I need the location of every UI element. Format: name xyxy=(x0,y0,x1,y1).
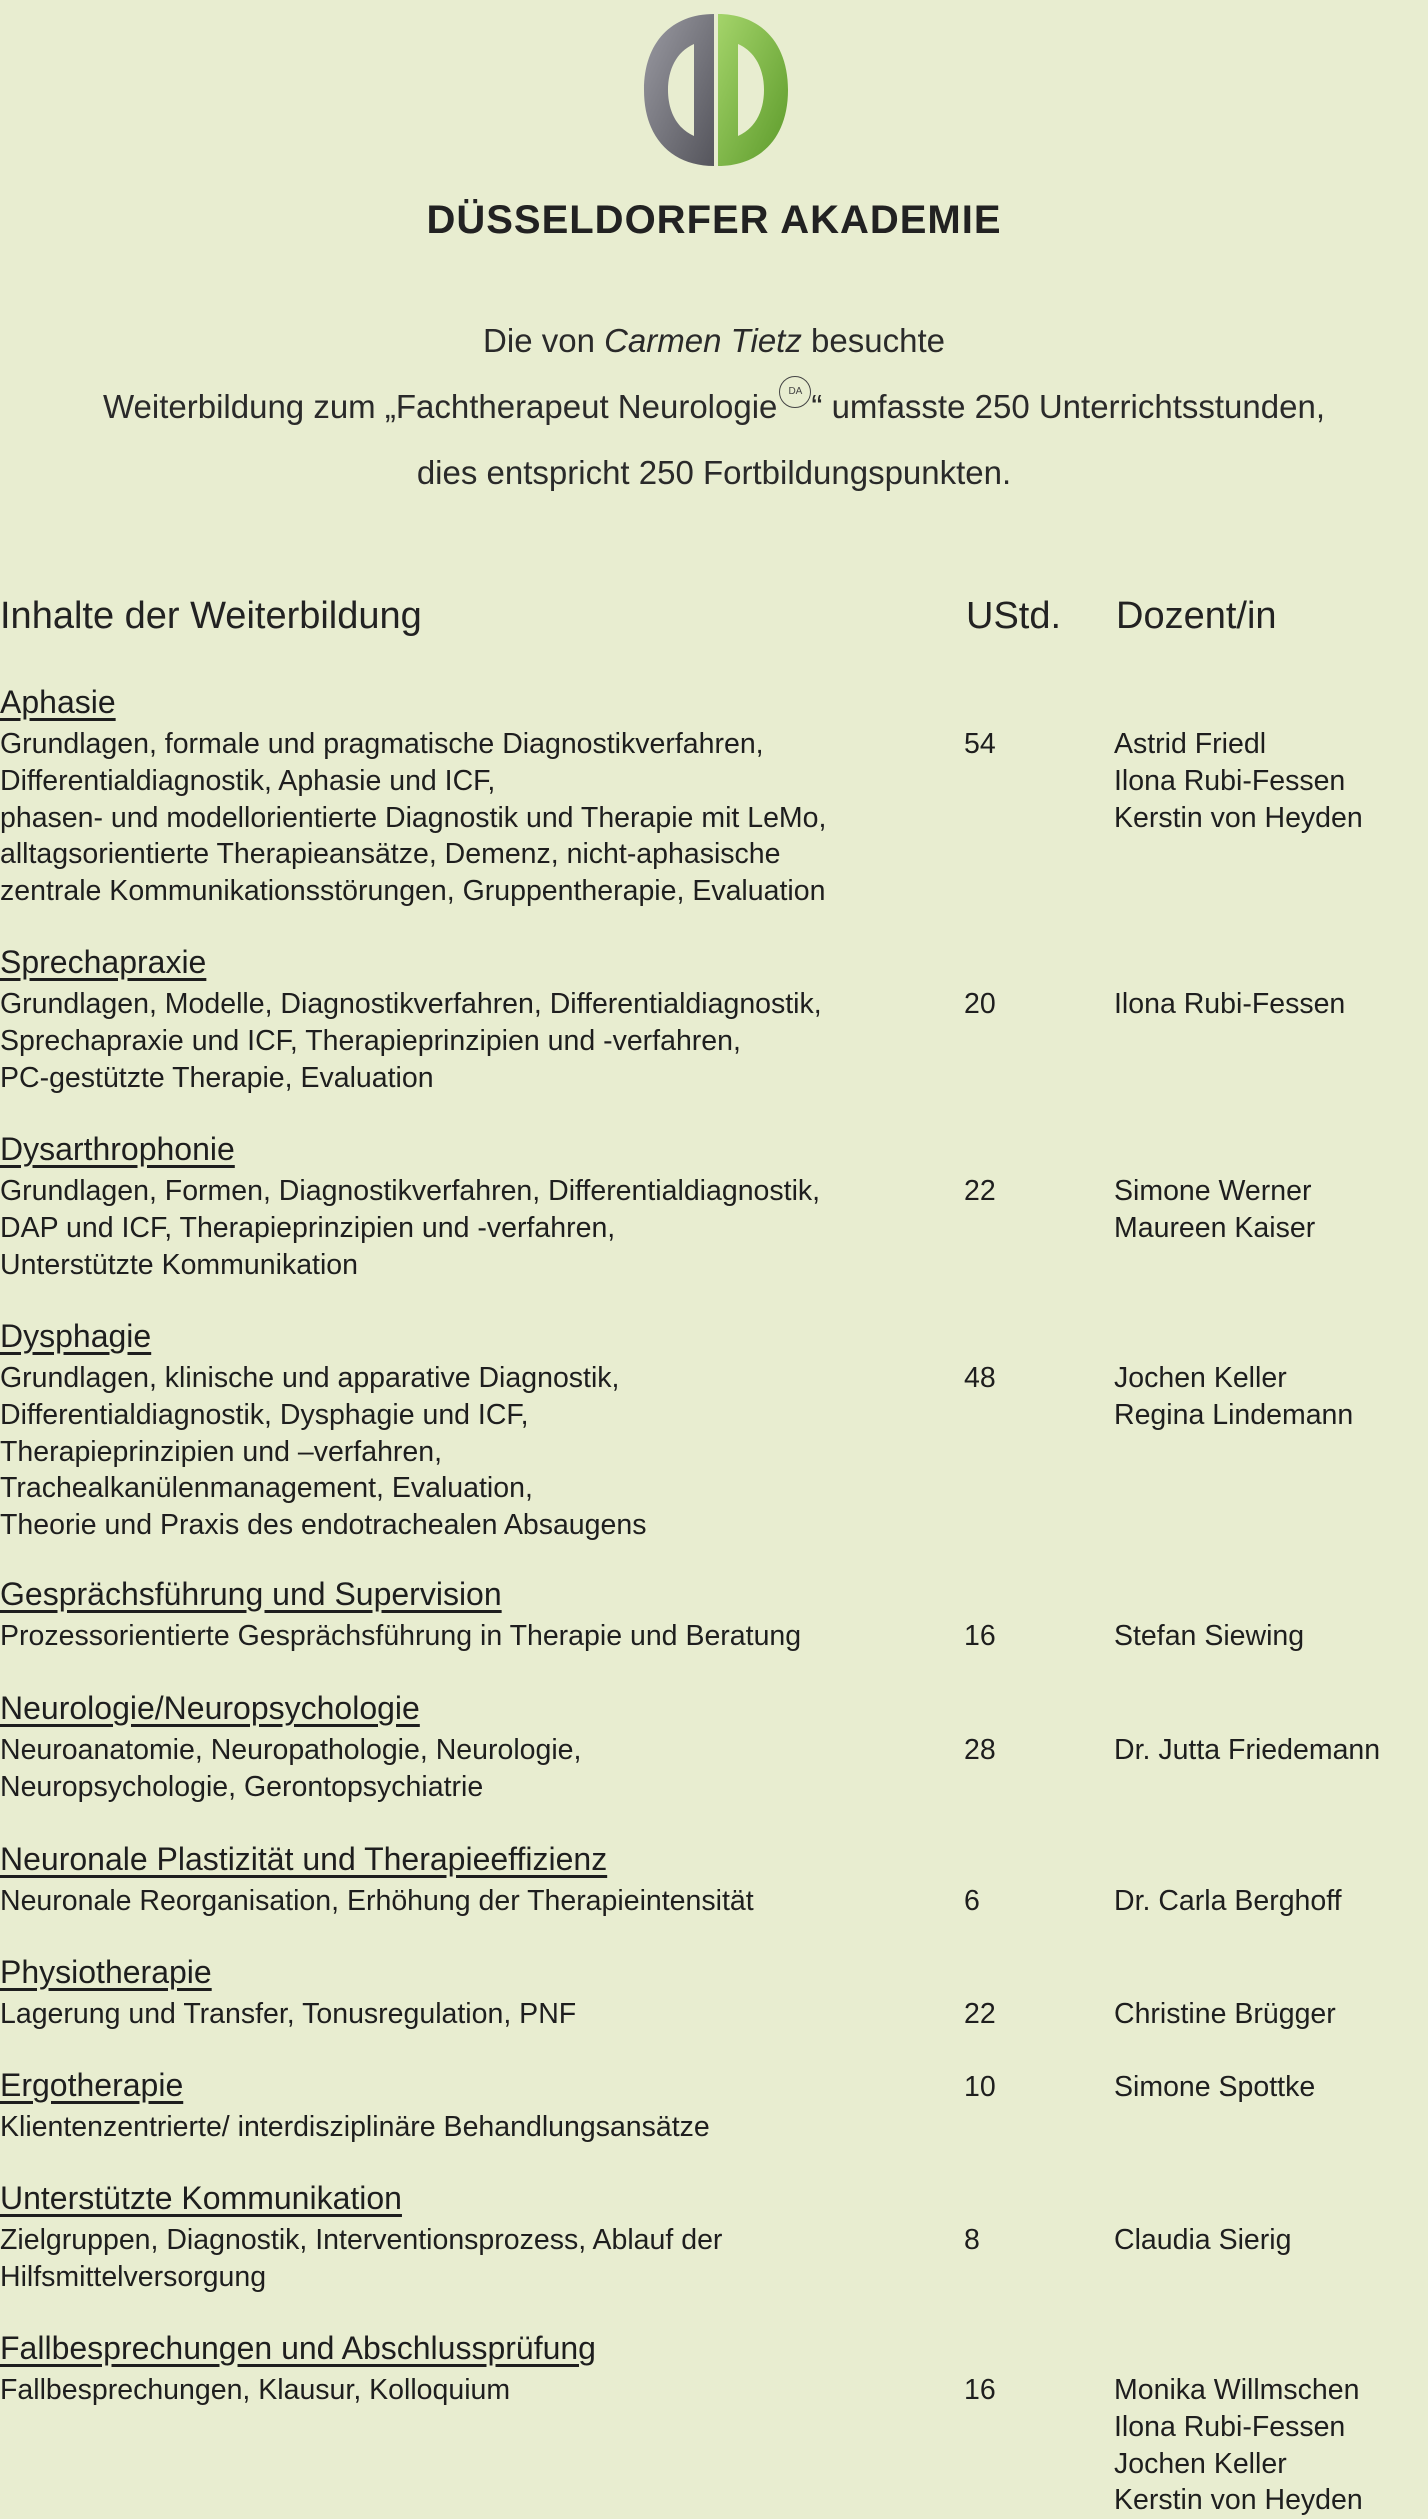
description-line: Grundlagen, formale und pragmatische Diagnostikverfahren, xyxy=(0,728,764,760)
description-line: alltagsorientierte Therapieansätze, Demenz, nicht-aphasische xyxy=(0,838,781,871)
column-header-lecturer: Dozent/in xyxy=(1116,595,1277,637)
section-lecturers xyxy=(1114,2372,1424,2519)
intro-line-3: dies entspricht 250 Fortbildungspunkten. xyxy=(416,454,1012,491)
section-hours: 54 xyxy=(964,728,996,760)
section-description xyxy=(0,1996,950,2033)
section-hours: 22 xyxy=(964,1175,996,1207)
section-title: Aphasie xyxy=(0,684,116,720)
lecturer-name: Simone Werner xyxy=(1114,1175,1312,1207)
section-description xyxy=(0,726,950,910)
lecturer-name: Stefan Siewing xyxy=(1114,1620,1305,1652)
section-description xyxy=(0,1173,950,1283)
section-title: Dysarthrophonie xyxy=(0,1131,235,1167)
section-description xyxy=(0,2222,950,2296)
section-hours: 6 xyxy=(964,1885,980,1917)
description-line: Grundlagen, klinische und apparative Diagnostik, xyxy=(0,1362,620,1394)
description-line: Therapieprinzipien und –verfahren, xyxy=(0,1435,443,1468)
description-line: phasen- und modellorientierte Diagnostik und Therapie mit LeMo, xyxy=(0,801,827,834)
intro-text: “ umfasste 250 Unterrichtsstunden, xyxy=(811,388,1325,425)
description-line: DAP und ICF, Therapieprinzipien und -verfahren, xyxy=(0,1211,616,1244)
description-line: Grundlagen, Formen, Diagnostikverfahren, Differentialdiagnostik, xyxy=(0,1175,821,1207)
description-line: Neuropsychologie, Gerontopsychiatrie xyxy=(0,1770,484,1803)
section-description xyxy=(0,1883,950,1920)
section-title: Fallbesprechungen und Abschlussprüfung xyxy=(0,2330,596,2366)
description-line: Sprechapraxie und ICF, Therapieprinzipien und -verfahren, xyxy=(0,1024,741,1057)
description-line: Fallbesprechungen, Klausur, Kolloquium xyxy=(0,2374,511,2406)
section-lecturers xyxy=(1114,1883,1424,1920)
description-line: Neuroanatomie, Neuropathologie, Neurologie, xyxy=(0,1734,582,1766)
section-description xyxy=(0,1732,950,1806)
section-title: Neuronale Plastizität und Therapieeffizienz xyxy=(0,1841,608,1877)
section-lecturers xyxy=(1114,2222,1424,2259)
intro-text: Weiterbildung zum „Fachtherapeut Neurologie xyxy=(102,388,778,425)
section-hours: 16 xyxy=(964,1620,996,1652)
description-line: Grundlagen, Modelle, Diagnostikverfahren, Differentialdiagnostik, xyxy=(0,988,822,1020)
lecturer-name: Dr. Carla Berghoff xyxy=(1114,1885,1342,1917)
section-description xyxy=(0,986,950,1096)
lecturer-name: Monika Willmschen xyxy=(1114,2374,1360,2406)
section-lecturers xyxy=(1114,1996,1424,2033)
lecturer-name: Jochen Keller xyxy=(1114,2447,1287,2480)
section-title: Ergotherapie xyxy=(0,2067,184,2103)
description-line: Trachealkanülenmanagement, Evaluation, xyxy=(0,1472,533,1505)
lecturer-name: Dr. Jutta Friedemann xyxy=(1114,1734,1381,1766)
section-hours: 8 xyxy=(964,2224,980,2256)
lecturer-name: Regina Lindemann xyxy=(1114,1398,1354,1431)
lecturer-name: Claudia Sierig xyxy=(1114,2224,1292,2256)
column-header-hours: UStd. xyxy=(966,595,1062,637)
section-hours: 20 xyxy=(964,988,996,1020)
section-hours: 28 xyxy=(964,1734,996,1766)
description-line: zentrale Kommunikationsstörungen, Gruppentherapie, Evaluation xyxy=(0,875,826,908)
description-line: Prozessorientierte Gesprächsführung in Therapie und Beratung xyxy=(0,1620,802,1652)
logo-right-half xyxy=(718,14,788,166)
lecturer-name: Kerstin von Heyden xyxy=(1114,2484,1363,2517)
participant-name: Carmen Tietz xyxy=(604,322,802,359)
description-line: Hilfsmittelversorgung xyxy=(0,2260,267,2293)
column-header-contents: Inhalte der Weiterbildung xyxy=(0,595,422,637)
lecturer-name: Maureen Kaiser xyxy=(1114,1211,1316,1244)
intro-text: besuchte xyxy=(811,322,945,359)
lecturer-name: Simone Spottke xyxy=(1114,2071,1316,2103)
description-line: PC-gestützte Therapie, Evaluation xyxy=(0,1061,434,1094)
lecturer-name: Astrid Friedl xyxy=(1114,728,1267,760)
description-line: Klientenzentrierte/ interdisziplinäre Behandlungsansätze xyxy=(0,2111,710,2143)
section-lecturers xyxy=(1114,1618,1424,1655)
section-lecturers xyxy=(1114,986,1424,1023)
section-title: Physiotherapie xyxy=(0,1954,212,1990)
description-line: Differentialdiagnostik, Dysphagie und ICF, xyxy=(0,1398,529,1431)
section-lecturers xyxy=(1114,1173,1424,1247)
section-description xyxy=(0,1360,950,1544)
description-line: Theorie und Praxis des endotrachealen Absaugens xyxy=(0,1509,647,1542)
section-hours: 16 xyxy=(964,2374,996,2406)
section-description xyxy=(0,2109,950,2146)
intro-text: Die von xyxy=(483,322,595,359)
section-lecturers xyxy=(1114,2069,1424,2106)
section-title: Gesprächsführung und Supervision xyxy=(0,1576,502,1612)
logo-left-half xyxy=(644,14,714,166)
section-hours: 10 xyxy=(964,2071,996,2103)
description-line: Differentialdiagnostik, Aphasie und ICF, xyxy=(0,764,496,797)
section-hours: 48 xyxy=(964,1362,996,1394)
lecturer-name: Ilona Rubi-Fessen xyxy=(1114,2410,1346,2443)
section-title: Sprechapraxie xyxy=(0,944,207,980)
description-line: Lagerung und Transfer, Tonusregulation, PNF xyxy=(0,1998,577,2030)
lecturer-name: Jochen Keller xyxy=(1114,1362,1287,1394)
section-hours: 22 xyxy=(964,1998,996,2030)
intro-line-2 xyxy=(0,388,1428,432)
description-line: Unterstützte Kommunikation xyxy=(0,1248,358,1281)
registered-mark-icon: DA xyxy=(779,376,811,408)
section-description xyxy=(0,2372,950,2409)
academy-logo xyxy=(636,10,796,170)
section-title: Dysphagie xyxy=(0,1318,152,1354)
lecturer-name: Ilona Rubi-Fessen xyxy=(1114,988,1346,1020)
lecturer-name: Ilona Rubi-Fessen xyxy=(1114,764,1346,797)
description-line: Zielgruppen, Diagnostik, Interventionsprozess, Ablauf der xyxy=(0,2224,723,2256)
section-title: Unterstützte Kommunikation xyxy=(0,2180,402,2216)
organization-name: DÜSSELDORFER AKADEMIE xyxy=(426,198,1002,242)
section-lecturers xyxy=(1114,1360,1424,1434)
section-lecturers xyxy=(1114,726,1424,836)
section-title: Neurologie/Neuropsychologie xyxy=(0,1690,420,1726)
lecturer-name: Christine Brügger xyxy=(1114,1998,1336,2030)
description-line: Neuronale Reorganisation, Erhöhung der Therapieintensität xyxy=(0,1885,754,1917)
section-description xyxy=(0,1618,950,1655)
intro-line-1 xyxy=(0,322,1428,360)
section-lecturers xyxy=(1114,1732,1424,1769)
lecturer-name: Kerstin von Heyden xyxy=(1114,801,1363,834)
